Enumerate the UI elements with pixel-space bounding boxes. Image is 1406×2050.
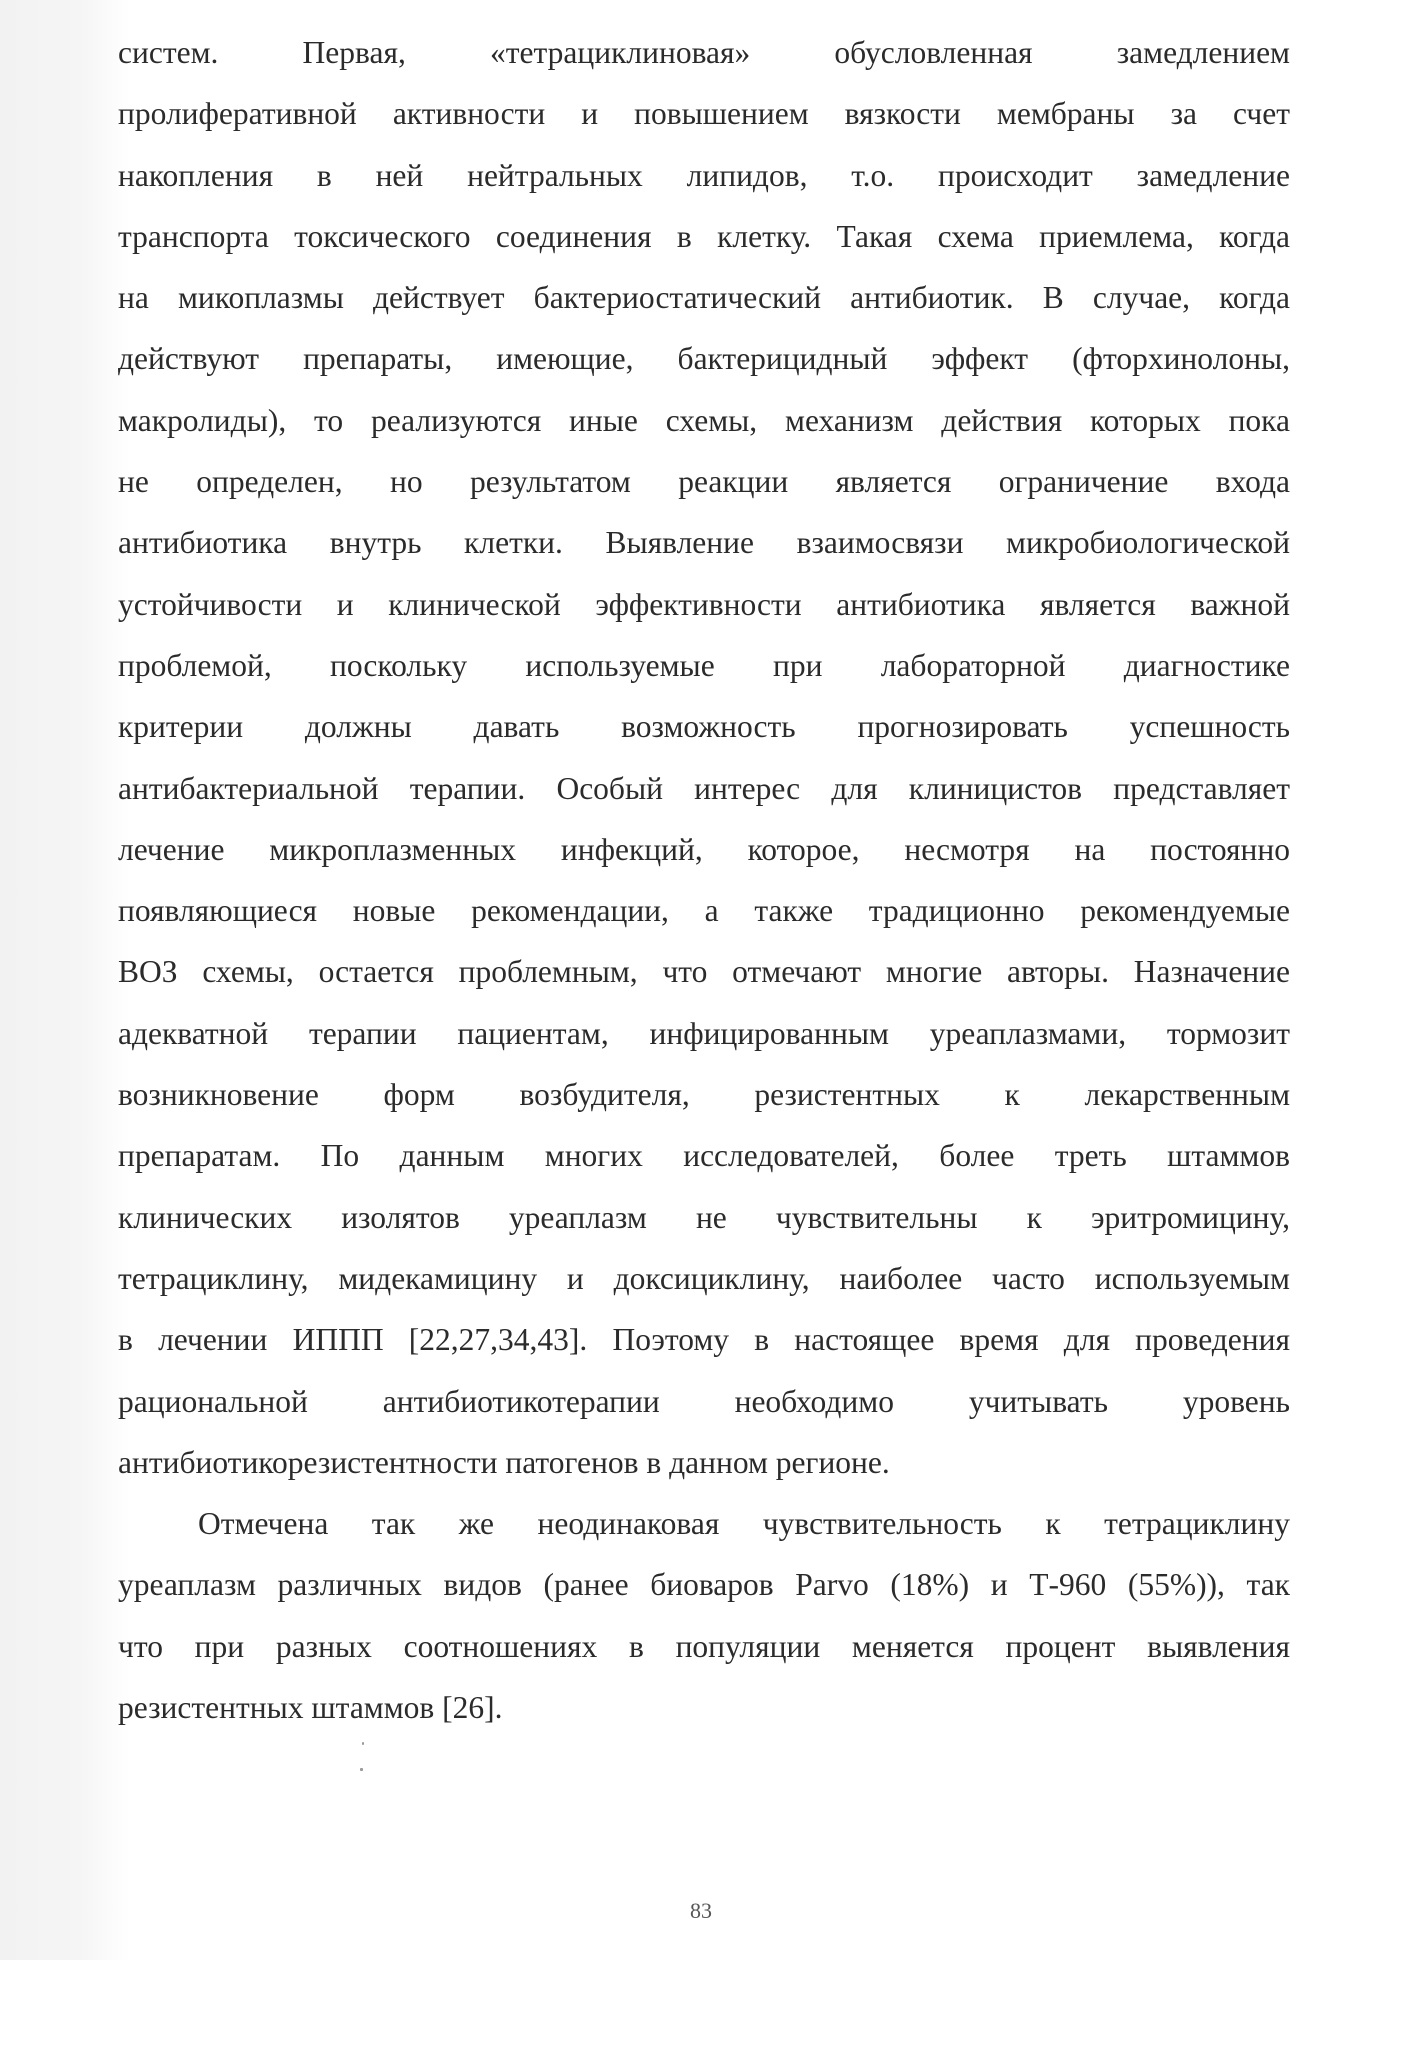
text-line: на микоплазмы действует бактериостатический антибиотик. В случае, когда bbox=[118, 280, 1290, 316]
text-line: проблемой, поскольку используемые при лабораторной диагностике bbox=[118, 647, 1290, 683]
text-line: устойчивости и клинической эффективности антибиотика является важной bbox=[118, 586, 1290, 622]
text-line: систем. Первая, «тетрациклиновая» обусловленная замедлением bbox=[118, 35, 1290, 70]
text-line: возникновение форм возбудителя, резистентных к лекарственным bbox=[118, 1077, 1290, 1113]
text-line: накопления в ней нейтральных липидов, т.о. происходит замедление bbox=[118, 157, 1290, 193]
text-line: препаратам. По данным многих исследователей, более треть штаммов bbox=[118, 1138, 1290, 1174]
text-line: адекватной терапии пациентам, инфицированным уреаплазмами, тормозит bbox=[118, 1015, 1290, 1051]
text-line: клинических изолятов уреаплазм не чувствительны к эритромицину, bbox=[118, 1199, 1290, 1235]
scan-speck bbox=[360, 1768, 363, 1771]
text-line: макролиды), то реализуются иные схемы, механизм действия которых пока bbox=[118, 402, 1290, 438]
text-line: тетрациклину, мидекамицину и доксициклину, наиболее часто используемым bbox=[118, 1260, 1290, 1296]
text-line: антибиотикорезистентности патогенов в данном регионе. bbox=[118, 1444, 890, 1480]
page-number: 83 bbox=[690, 1898, 712, 1923]
text-line: антибактериальной терапии. Особый интерес для клиницистов представляет bbox=[118, 770, 1290, 806]
text-line: лечение микроплазменных инфекций, которое, несмотря на постоянно bbox=[118, 831, 1290, 867]
text-line: в лечении ИППП [22,27,34,43]. Поэтому в настоящее время для проведения bbox=[118, 1322, 1290, 1358]
text-line: Отмечена так же неодинаковая чувствительность к тетрациклину bbox=[198, 1506, 1290, 1542]
text-line: что при разных соотношениях в популяции меняется процент выявления bbox=[118, 1628, 1290, 1664]
scan-speck bbox=[362, 1742, 364, 1745]
text-line: не определен, но результатом реакции является ограничение входа bbox=[118, 464, 1290, 500]
text-line: появляющиеся новые рекомендации, а также традиционно рекомендуемые bbox=[118, 893, 1290, 929]
text-line: действуют препараты, имеющие, бактерицидный эффект (фторхинолоны, bbox=[118, 341, 1290, 377]
text-line: критерии должны давать возможность прогнозировать успешность bbox=[118, 709, 1290, 745]
text-line: рациональной антибиотикотерапии необходимо учитывать уровень bbox=[118, 1383, 1290, 1419]
text-line: резистентных штаммов [26]. bbox=[118, 1690, 503, 1726]
text-line: уреаплазм различных видов (ранее биоваров Parvo (18%) и Т-960 (55%)), так bbox=[118, 1567, 1290, 1603]
scan-binding-shadow bbox=[0, 0, 130, 1960]
text-line: пролиферативной активности и повышением вязкости мембраны за счет bbox=[118, 96, 1290, 132]
text-line: антибиотика внутрь клетки. Выявление взаимосвязи микробиологической bbox=[118, 525, 1290, 561]
paragraph-2 bbox=[118, 1493, 1290, 1738]
paragraph-1 bbox=[118, 22, 1290, 1493]
text-line: транспорта токсического соединения в клетку. Такая схема приемлема, когда bbox=[118, 218, 1290, 254]
body-text bbox=[118, 22, 1290, 1738]
text-line: ВОЗ схемы, остается проблемным, что отмечают многие авторы. Назначение bbox=[118, 954, 1290, 990]
